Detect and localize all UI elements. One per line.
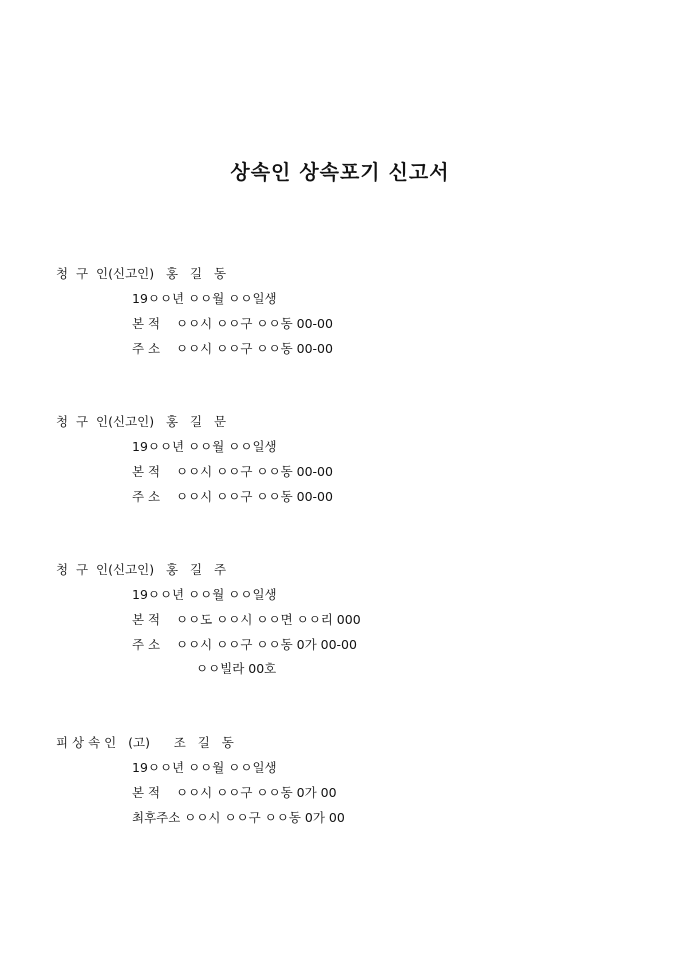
section-1-heading: 청 구 인(신고인) 홍 길 동 [56,266,227,281]
section-1-birth: 19ㅇㅇ년 ㅇㅇ월 ㅇㅇ일생 [132,291,277,306]
section-4-domicile: 본 적 ㅇㅇ시 ㅇㅇ구 ㅇㅇ동 0가 00 [132,785,337,800]
section-1-domicile: 본 적 ㅇㅇ시 ㅇㅇ구 ㅇㅇ동 00-00 [132,316,333,331]
section-1-address: 주 소 ㅇㅇ시 ㅇㅇ구 ㅇㅇ동 00-00 [132,341,333,356]
section-3-address-extra: ㅇㅇ빌라 00호 [196,661,277,676]
section-3-birth: 19ㅇㅇ년 ㅇㅇ월 ㅇㅇ일생 [132,587,277,602]
section-4-birth: 19ㅇㅇ년 ㅇㅇ월 ㅇㅇ일생 [132,760,277,775]
section-3-heading: 청 구 인(신고인) 홍 길 주 [56,562,227,577]
section-3-domicile: 본 적 ㅇㅇ도 ㅇㅇ시 ㅇㅇ면 ㅇㅇ리 000 [132,612,361,627]
section-3-address: 주 소 ㅇㅇ시 ㅇㅇ구 ㅇㅇ동 0가 00-00 [132,637,357,652]
document-title: 상속인 상속포기 신고서 [230,160,450,184]
section-4-last-address: 최후주소 ㅇㅇ시 ㅇㅇ구 ㅇㅇ동 0가 00 [132,810,345,825]
section-2-address: 주 소 ㅇㅇ시 ㅇㅇ구 ㅇㅇ동 00-00 [132,489,333,504]
section-2-heading: 청 구 인(신고인) 홍 길 문 [56,414,227,429]
section-2-birth: 19ㅇㅇ년 ㅇㅇ월 ㅇㅇ일생 [132,439,277,454]
section-4-heading: 피 상 속 인 (고) 조 길 동 [56,735,234,750]
section-2-domicile: 본 적 ㅇㅇ시 ㅇㅇ구 ㅇㅇ동 00-00 [132,464,333,479]
